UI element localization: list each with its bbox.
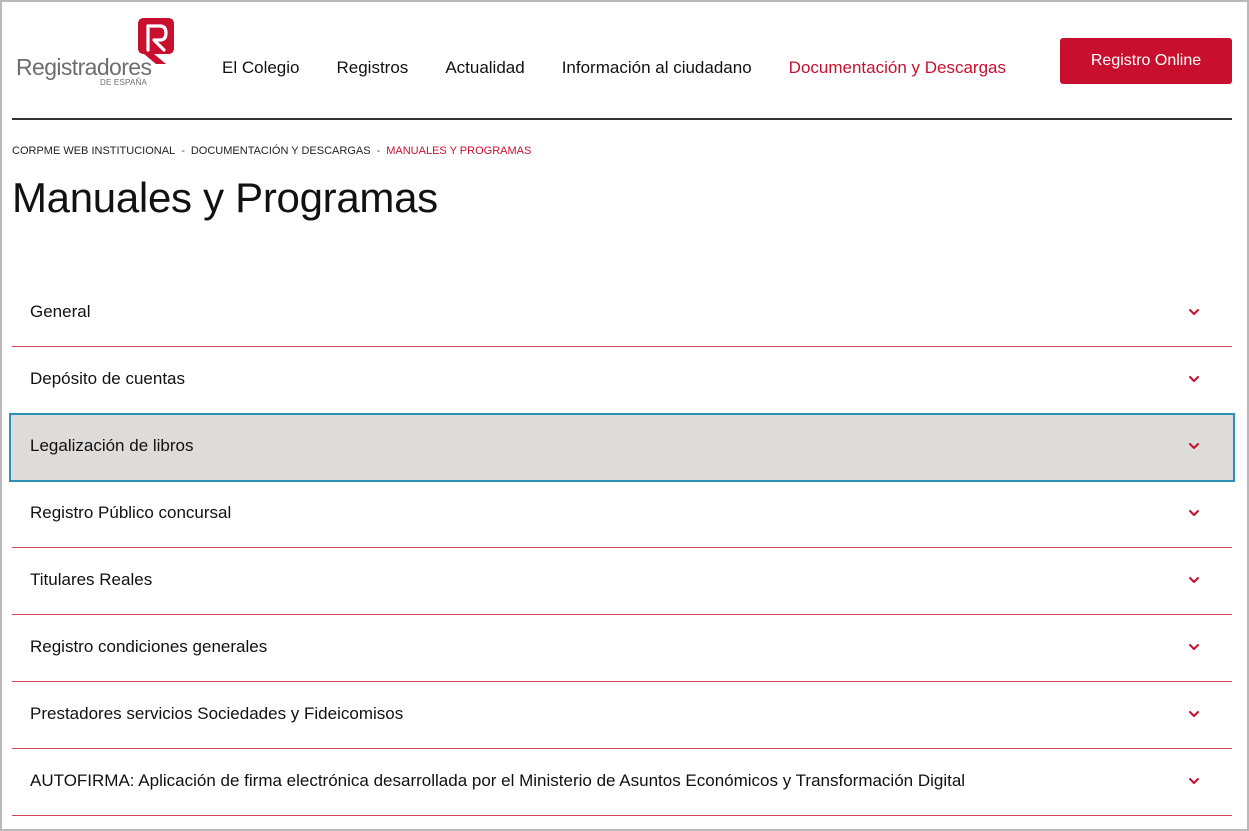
registro-online-button[interactable]: Registro Online [1060, 38, 1232, 84]
accordion-item-label: Registro condiciones generales [30, 637, 268, 656]
chevron-down-icon [1188, 642, 1200, 652]
accordion-item-label: Depósito de cuentas [30, 369, 185, 388]
nav-item-informacion-ciudadano[interactable]: Información al ciudadano [561, 58, 752, 77]
accordion-item-titulares-reales[interactable] [12, 548, 1232, 615]
chevron-down-icon [1188, 776, 1200, 786]
chevron-down-icon [1188, 709, 1200, 719]
breadcrumb [12, 145, 531, 157]
accordion-item-legalizacion-libros[interactable] [10, 414, 1234, 481]
logo-subtitle: DE ESPAÑA [100, 78, 147, 87]
accordion-item-deposito-cuentas[interactable] [12, 347, 1232, 414]
logo-link[interactable] [16, 18, 186, 88]
chevron-down-icon [1188, 575, 1200, 585]
breadcrumb-separator: - [376, 145, 381, 157]
accordion-item-general[interactable] [12, 280, 1232, 347]
chevron-down-icon [1188, 441, 1200, 451]
accordion-item-label: Registro Público concursal [30, 503, 232, 522]
accordion-item-label: Legalización de libros [30, 436, 194, 455]
breadcrumb-item-current: MANUALES Y PROGRAMAS [386, 145, 532, 157]
accordion [12, 280, 1232, 816]
accordion-item-prestadores-servicios[interactable] [12, 682, 1232, 749]
accordion-item-autofirma[interactable] [12, 749, 1232, 816]
chevron-down-icon [1188, 307, 1200, 317]
breadcrumb-item-documentacion[interactable]: DOCUMENTACIÓN Y DESCARGAS [190, 145, 371, 157]
site-header [12, 0, 1232, 120]
nav-item-documentacion-descargas[interactable]: Documentación y Descargas [788, 58, 1006, 77]
page-title: Manuales y Programas [12, 174, 438, 221]
accordion-item-label: AUTOFIRMA: Aplicación de firma electrónica desarrollada por el Ministerio de Asuntos Económicos y Transformación Digital [30, 771, 966, 790]
nav-item-registros[interactable]: Registros [336, 58, 409, 77]
breadcrumb-separator: - [181, 145, 185, 157]
accordion-item-label: General [30, 302, 91, 321]
chevron-down-icon [1188, 374, 1200, 384]
accordion-item-registro-publico-concursal[interactable] [12, 481, 1232, 548]
breadcrumb-item-home[interactable]: CORPME WEB INSTITUCIONAL [12, 145, 176, 157]
chevron-down-icon [1188, 508, 1200, 518]
main-nav [222, 58, 1043, 80]
accordion-item-label: Titulares Reales [30, 570, 153, 589]
accordion-item-label: Prestadores servicios Sociedades y Fideicomisos [30, 704, 404, 723]
nav-item-actualidad[interactable]: Actualidad [445, 58, 525, 77]
accordion-item-registro-condiciones-generales[interactable] [12, 615, 1232, 682]
logo-wordmark: Registradores [16, 54, 152, 80]
nav-item-el-colegio[interactable]: El Colegio [222, 58, 300, 77]
